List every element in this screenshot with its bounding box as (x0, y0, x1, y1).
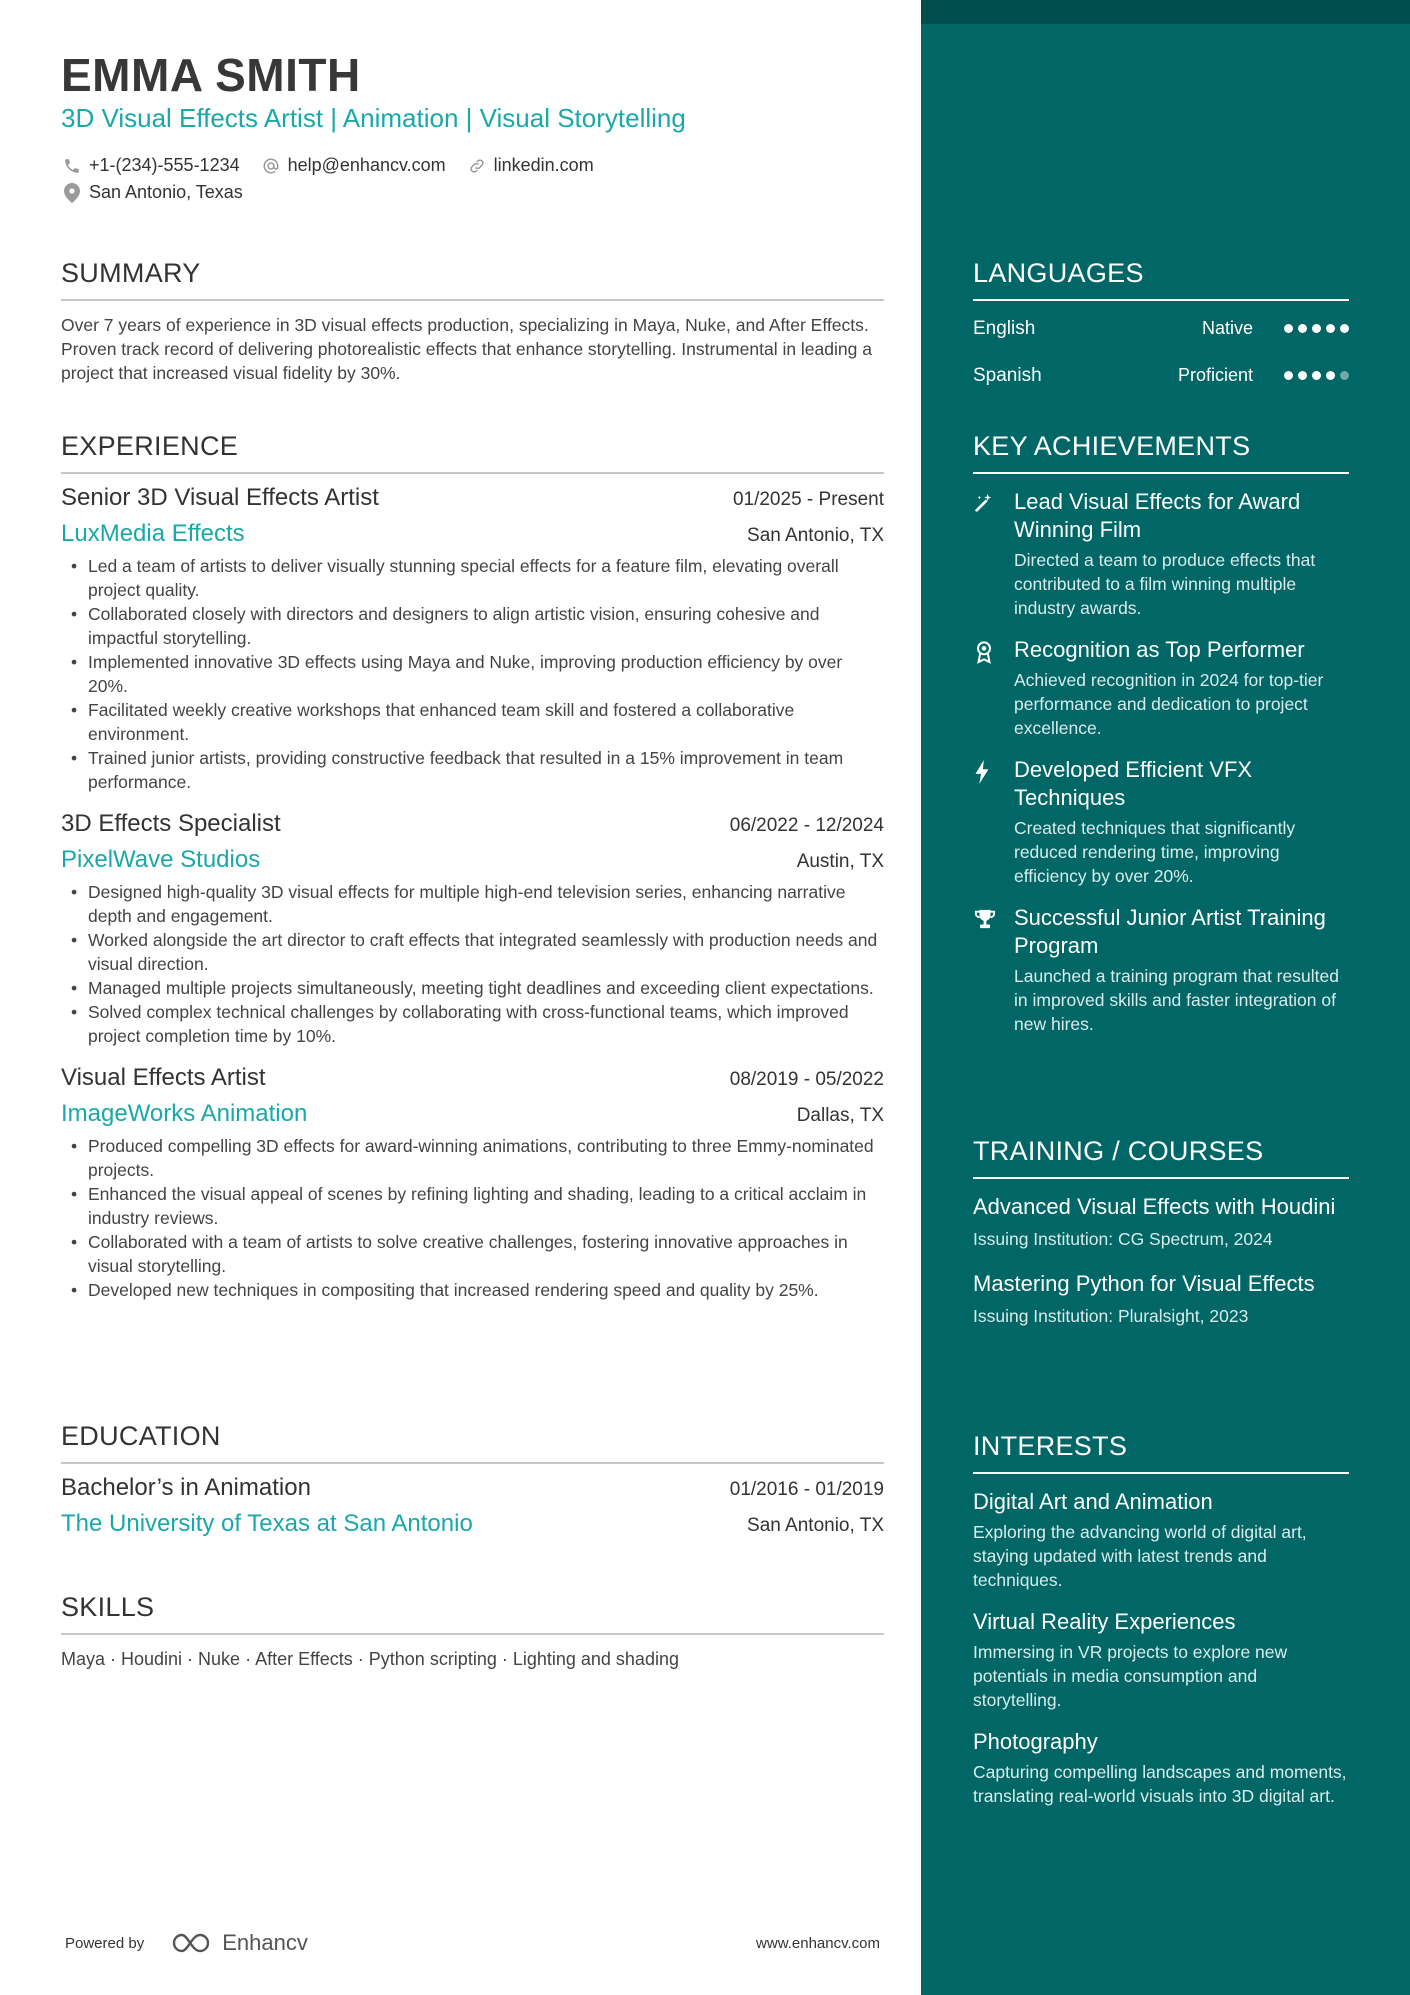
linkedin-text: linkedin.com (493, 155, 594, 175)
email-contact[interactable] (260, 155, 446, 176)
trophy-icon (973, 904, 999, 1036)
job-role: Senior 3D Visual Effects Artist (61, 484, 379, 511)
achievement-desc: Created techniques that significantly reduced rendering time, improving efficiency by over 20%. (1014, 818, 1296, 886)
course-title: Advanced Visual Effects with Houdini (973, 1194, 1336, 1219)
education-entry (61, 1474, 884, 1538)
powered-by (65, 1930, 308, 1956)
location-text: San Antonio, Texas (89, 182, 243, 202)
achievement-item (973, 636, 1349, 740)
bullet-item: • Worked alongside the art director to craft effects that integrated seamlessly with production needs and visual direction. (61, 928, 884, 976)
email-text: help@enhancv.com (287, 155, 446, 175)
degree: Bachelor’s in Animation (61, 1474, 311, 1501)
bullet-item: • Facilitated weekly creative workshops that enhanced team skill and fostered a collaborative environment. (61, 698, 884, 746)
job-bullets (61, 1134, 884, 1302)
job-location: Dallas, TX (796, 1105, 884, 1126)
school-location: San Antonio, TX (747, 1515, 884, 1536)
school-name: The University of Texas at San Antonio (61, 1510, 473, 1537)
job-entry (61, 810, 884, 1048)
bullet-item: • Developed new techniques in compositing that increased rendering speed and quality by 25%. (61, 1278, 884, 1302)
bullet-item: • Collaborated with a team of artists to solve creative challenges, fostering innovative approaches in visual storytelling. (61, 1230, 884, 1278)
filled-dot (1284, 371, 1293, 380)
filled-dot (1312, 324, 1321, 333)
job-bullets (61, 880, 884, 1048)
language-dots (1279, 371, 1349, 380)
magic-wand-icon (973, 488, 999, 620)
languages-heading: LANGUAGES (973, 258, 1349, 301)
language-dots (1279, 324, 1349, 333)
linkedin-contact[interactable] (466, 155, 594, 176)
lightning-bolt-icon (973, 756, 999, 888)
language-level: Native (1201, 318, 1253, 338)
infinity-logo-icon (170, 1931, 218, 1955)
powered-by-label: Powered by (65, 1934, 145, 1952)
skills-list: Maya · Houdini · Nuke · After Effects · Python scripting · Lighting and shading (61, 1649, 679, 1669)
at-sign-icon (260, 156, 282, 176)
achievements-section (973, 431, 1349, 1036)
language-level: Proficient (1177, 365, 1253, 385)
footer (65, 1925, 880, 1961)
bullet-item: • Solved complex technical challenges by collaborating with cross-functional teams, which improved project completion time by 10%. (61, 1000, 884, 1048)
achievement-title: Successful Junior Artist Training Program (1014, 905, 1326, 958)
skills-section (61, 1592, 884, 1670)
bullet-item: • Enhanced the visual appeal of scenes by refining lighting and shading, leading to a critical acclaim in industry reviews. (61, 1182, 884, 1230)
job-entry (61, 1064, 884, 1302)
bullet-item: • Trained junior artists, providing constructive feedback that resulted in a 15% improvement in team performance. (61, 746, 884, 794)
experience-heading: EXPERIENCE (61, 431, 884, 474)
interests-heading: INTERESTS (973, 1431, 1349, 1474)
filled-dot (1298, 371, 1307, 380)
contact-info (61, 152, 614, 206)
achievement-desc: Achieved recognition in 2024 for top-tier performance and dedication to project excellence. (1014, 670, 1324, 738)
filled-dot (1326, 324, 1335, 333)
candidate-name: EMMA SMITH (61, 49, 361, 101)
achievements-heading: KEY ACHIEVEMENTS (973, 431, 1349, 474)
bullet-item: • Managed multiple projects simultaneously, meeting tight deadlines and exceeding client expectations. (61, 976, 884, 1000)
interest-desc: Capturing compelling landscapes and moments, translating real-world visuals into 3D digital art. (973, 1762, 1347, 1806)
experience-section (61, 431, 884, 1302)
phone-contact[interactable] (61, 155, 240, 176)
empty-dot (1340, 371, 1349, 380)
achievement-desc: Directed a team to produce effects that contributed to a film winning multiple industry awards. (1014, 550, 1316, 618)
candidate-title: 3D Visual Effects Artist | Animation | Visual Storytelling (61, 103, 686, 133)
achievement-title: Lead Visual Effects for Award Winning Film (1014, 489, 1301, 542)
location-contact (61, 182, 243, 203)
course-title: Mastering Python for Visual Effects (973, 1271, 1315, 1296)
language-item (973, 305, 1349, 352)
achievement-item (973, 904, 1349, 1036)
achievement-title: Recognition as Top Performer (1014, 637, 1305, 662)
course-item (973, 1193, 1349, 1250)
footer-website[interactable]: www.enhancv.com (756, 1934, 880, 1952)
sidebar (921, 0, 1410, 1995)
filled-dot (1312, 371, 1321, 380)
job-company: LuxMedia Effects (61, 520, 245, 547)
summary-heading: SUMMARY (61, 258, 884, 301)
course-item (973, 1270, 1349, 1327)
education-section (61, 1421, 884, 1538)
phone-icon (61, 156, 83, 176)
education-heading: EDUCATION (61, 1421, 884, 1464)
language-item (973, 352, 1349, 399)
job-bullets (61, 554, 884, 794)
interest-desc: Immersing in VR projects to explore new potentials in media consumption and storytelling. (973, 1642, 1288, 1710)
job-date: 06/2022 - 12/2024 (729, 815, 884, 836)
job-date: 01/2025 - Present (732, 489, 884, 510)
interest-desc: Exploring the advancing world of digital art, staying updated with latest trends and techniques. (973, 1522, 1307, 1590)
bullet-item: • Implemented innovative 3D effects using Maya and Nuke, improving production efficiency by over 20%. (61, 650, 884, 698)
achievement-item (973, 756, 1349, 888)
bullet-item: • Led a team of artists to deliver visually stunning special effects for a feature film, elevating overall project quality. (61, 554, 884, 602)
language-name: Spanish (973, 364, 1042, 386)
job-role: Visual Effects Artist (61, 1064, 266, 1091)
interest-title: Photography (973, 1729, 1098, 1754)
filled-dot (1284, 324, 1293, 333)
job-date: 08/2019 - 05/2022 (729, 1069, 884, 1090)
award-ribbon-icon (973, 636, 999, 740)
map-pin-icon (61, 183, 83, 203)
bullet-item: • Produced compelling 3D effects for award-winning animations, contributing to three Emmy-nominated projects. (61, 1134, 884, 1182)
job-location: Austin, TX (796, 851, 884, 872)
brand-name: Enhancv (222, 1930, 308, 1955)
filled-dot (1340, 324, 1349, 333)
interest-item (973, 1728, 1349, 1808)
interest-title: Digital Art and Animation (973, 1489, 1213, 1514)
skills-heading: SKILLS (61, 1592, 884, 1635)
job-role: 3D Effects Specialist (61, 810, 281, 837)
sidebar-top-bar (921, 0, 1410, 24)
summary-section (61, 258, 884, 385)
interests-section (973, 1431, 1349, 1808)
language-name: English (973, 317, 1036, 339)
training-section (973, 1136, 1349, 1327)
enhancv-logo[interactable] (170, 1930, 308, 1956)
training-heading: TRAINING / COURSES (973, 1136, 1349, 1179)
bullet-item: • Designed high-quality 3D visual effects for multiple high-end television series, enhancing narrative depth and engagement. (61, 880, 884, 928)
filled-dot (1298, 324, 1307, 333)
languages-section (973, 258, 1349, 399)
job-entry (61, 484, 884, 794)
filled-dot (1326, 371, 1335, 380)
course-institution: Issuing Institution: Pluralsight, 2023 (973, 1306, 1249, 1326)
interest-item (973, 1488, 1349, 1592)
achievement-desc: Launched a training program that resulted in improved skills and faster integration of new hires. (1014, 966, 1339, 1034)
summary-text: Over 7 years of experience in 3D visual effects production, specializing in Maya, Nuke, and After Effects. Proven track record of delivering photorealistic effects that enhance storytelling. Instrumental in leading a project that increased visual fidelity by 30%. (61, 315, 872, 383)
achievement-title: Developed Efficient VFX Techniques (1014, 757, 1253, 810)
job-company: PixelWave Studios (61, 846, 261, 873)
interest-item (973, 1608, 1349, 1712)
phone-text: +1-(234)-555-1234 (89, 155, 240, 175)
education-date: 01/2016 - 01/2019 (729, 1479, 884, 1500)
achievement-item (973, 488, 1349, 620)
link-icon (466, 156, 488, 176)
bullet-item: • Collaborated closely with directors and designers to align artistic vision, ensuring cohesive and impactful storytelling. (61, 602, 884, 650)
course-institution: Issuing Institution: CG Spectrum, 2024 (973, 1229, 1273, 1249)
job-location: San Antonio, TX (747, 525, 884, 546)
interest-title: Virtual Reality Experiences (973, 1609, 1236, 1634)
job-company: ImageWorks Animation (61, 1100, 308, 1127)
